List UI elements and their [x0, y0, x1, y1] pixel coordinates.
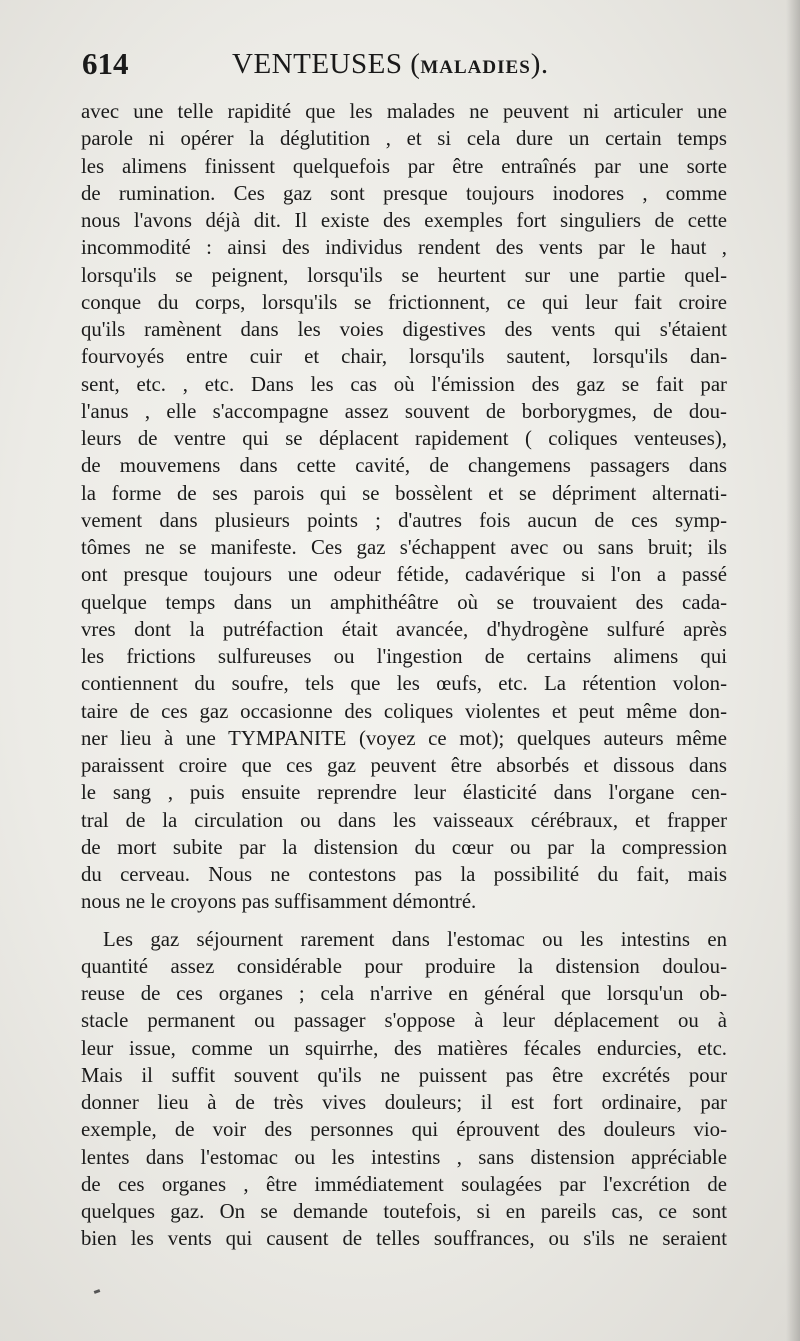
text-line: stacle permanent ou passager s'oppose à leur déplacement ou à	[81, 1009, 727, 1033]
running-head	[232, 44, 549, 88]
page-number: 614	[82, 46, 129, 81]
text-line: du cerveau. Nous ne contestons pas la possibilité du fait, mais	[81, 863, 727, 886]
text-line: sent, etc. , etc. Dans les cas où l'émission des gaz se fait par	[81, 372, 727, 396]
text-line: incommodité : ainsi des individus rendent des vents par le haut ,	[81, 236, 727, 260]
text-line: paraissent croire que ces gaz peuvent être absorbés et dissous dans	[81, 754, 727, 777]
text-line: Les gaz séjournent rarement dans l'estomac ou les intestins en	[103, 927, 727, 951]
text-line: taire de ces gaz occasionne des coliques violentes et peut même don-	[81, 699, 727, 723]
text-line: de ces organes , être immédiatement soulagées par l'excrétion de	[81, 1172, 727, 1196]
text-line: exemple, de voir des personnes qui éprouvent des douleurs vio-	[81, 1118, 727, 1142]
text-line: reuse de ces organes ; cela n'arrive en général que lorsqu'un ob-	[81, 982, 727, 1005]
text-line: quelques gaz. On se demande toutefois, si en pareils cas, ce sont	[81, 1200, 727, 1223]
paragraph-gap	[81, 916, 727, 926]
text-line: contiennent du soufre, tels que les œufs, etc. La rétention volon-	[81, 672, 727, 696]
text-line: la forme de ses parois qui se bossèlent et se dépriment alternati-	[81, 481, 727, 505]
text-line: de mort subite par la distension du cœur ou par la compression	[81, 835, 727, 859]
text-line: qu'ils ramènent dans les voies digestives des vents qui s'étaient	[81, 318, 727, 341]
running-head-title: VENTEUSES (	[232, 48, 421, 80]
text-line: le sang , puis ensuite reprendre leur élasticité dans l'organe cen-	[81, 781, 727, 805]
text-line: donner lieu à de très vives douleurs; il est fort ordinaire, par	[81, 1091, 727, 1114]
text-line: bien les vents qui causent de telles souffrances, ou s'ils ne seraient	[81, 1227, 727, 1251]
text-line: les alimens finissent quelquefois par être entraînés par une sorte	[81, 154, 727, 178]
text-line: avec une telle rapidité que les malades ne peuvent ni articuler une	[81, 100, 727, 123]
text-line: l'anus , elle s'accompagne assez souvent de borborygmes, de dou-	[81, 399, 727, 423]
text-line: quelque temps dans un amphithéâtre où se trouvaient des cada-	[81, 590, 727, 614]
page-header	[82, 44, 732, 84]
text-line: nous l'avons déjà dit. Il existe des exemples fort singuliers de cette	[81, 209, 727, 232]
ink-speck	[94, 1289, 101, 1294]
text-line: nous ne le croyons pas suffisamment démontré.	[81, 890, 477, 914]
text-line: lorsqu'ils se peignent, lorsqu'ils se heurtent sur une partie quel-	[81, 263, 727, 287]
running-head-end: ).	[530, 48, 549, 80]
text-line: quantité assez considérable pour produire la distension doulou-	[81, 954, 727, 978]
text-line: vement dans plusieurs points ; d'autres fois aucun de ces symp-	[81, 508, 727, 532]
text-line: de rumination. Ces gaz sont presque toujours inodores , comme	[81, 181, 727, 205]
page-edge-shadow	[786, 0, 800, 1341]
text-line: leur issue, comme un squirrhe, des matières fécales endurcies, etc.	[81, 1036, 727, 1060]
body-text	[81, 98, 727, 1253]
text-line: vres dont la putréfaction était avancée, d'hydrogène sulfuré après	[81, 617, 727, 641]
text-line: de mouvemens dans cette cavité, de changemens passagers dans	[81, 454, 727, 478]
text-line: leurs de ventre qui se déplacent rapidement ( coliques venteuses),	[81, 427, 727, 450]
text-line: ont presque toujours une odeur fétide, cadavérique si l'on a passé	[81, 563, 727, 587]
text-line: lentes dans l'estomac ou les intestins , sans distension appréciable	[81, 1145, 727, 1169]
text-line: tral de la circulation ou dans les vaisseaux cérébraux, et frapper	[81, 808, 727, 832]
text-line: fourvoyés entre cuir et chair, lorsqu'ils sautent, lorsqu'ils dan-	[81, 345, 727, 369]
text-line: les frictions sulfureuses ou l'ingestion de certains alimens qui	[81, 645, 727, 668]
text-line: Mais il suffit souvent qu'ils ne puissent pas être excrétés pour	[81, 1063, 727, 1087]
text-line: parole ni opérer la déglutition , et si cela dure un certain temps	[81, 127, 727, 151]
text-line: tômes ne se manifeste. Ces gaz s'échappent avec ou sans bruit; ils	[81, 536, 727, 559]
text-line: conque du corps, lorsqu'ils se frictionnent, ce qui leur fait croire	[81, 290, 727, 314]
text-line: ner lieu à une TYMPANITE (voyez ce mot); quelques auteurs même	[81, 726, 727, 750]
running-head-subtitle: MALADIES	[420, 57, 531, 78]
